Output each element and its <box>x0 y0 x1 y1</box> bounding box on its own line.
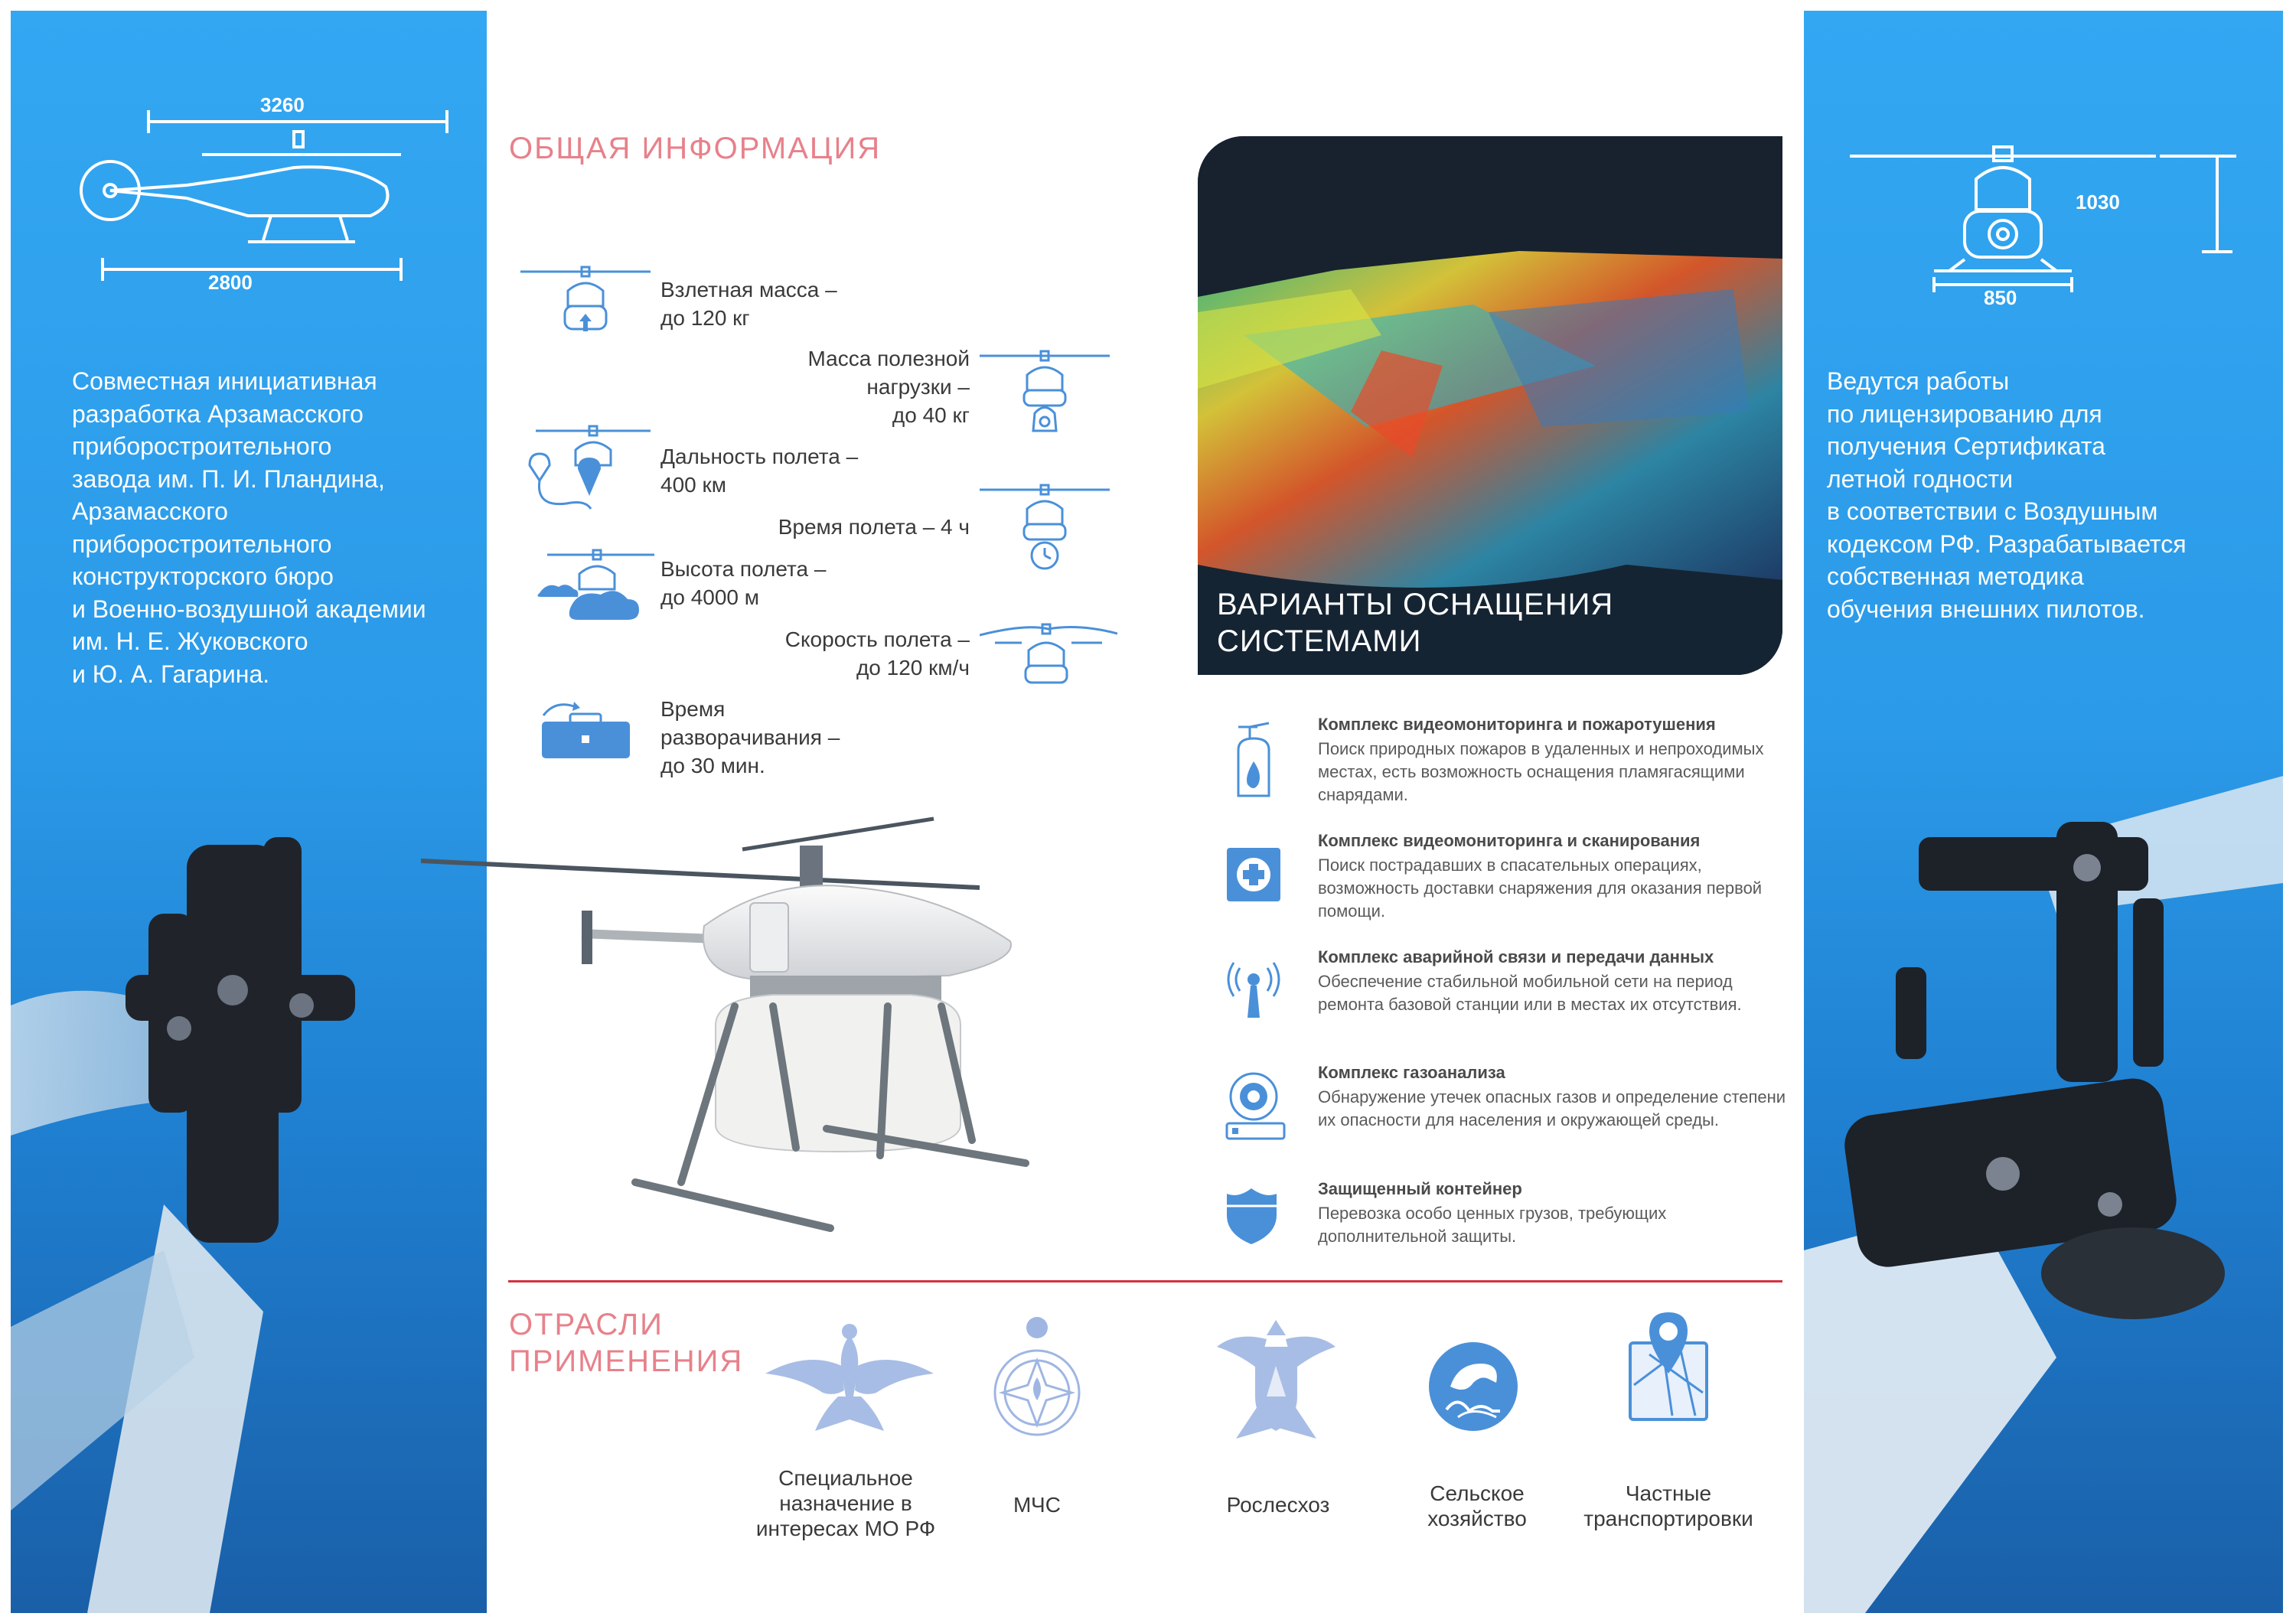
fire-extinguisher-icon <box>1223 719 1284 803</box>
spec-altitude: Высота полета – до 4000 м <box>660 557 827 609</box>
industry-rosleshoz-label: Рослесхоз <box>1226 1493 1330 1517</box>
antenna-signal-icon <box>1223 957 1284 1022</box>
system-comm-title: Комплекс аварийной связи и передачи данных <box>1318 947 1714 966</box>
dimension-width-label: 850 <box>1984 286 2017 309</box>
dimension-length-label: 3260 <box>260 93 305 116</box>
shield-icon <box>1223 1185 1280 1246</box>
spec-payload-mass: Масса полезной нагрузки – до 40 кг <box>807 347 970 427</box>
industry-agriculture-label: Сельское хозяйство <box>1427 1481 1527 1530</box>
industries-title: ОТРАСЛИ ПРИМЕНЕНИЯ <box>509 1308 744 1378</box>
general-info-title: ОБЩАЯ ИНФОРМАЦИЯ <box>509 132 882 165</box>
system-fire-title: Комплекс видеомониторинга и пожаротушения <box>1318 715 1716 734</box>
helicopter-side-schematic <box>64 95 462 294</box>
system-gas-title: Комплекс газоанализа <box>1318 1063 1505 1082</box>
system-fire-desc: Поиск природных пожаров в удаленных и непроходимых местах, есть возможность оснащения пламягасящими снарядами. <box>1318 739 1764 804</box>
spec-speed: Скорость полета – до 120 км/ч <box>784 627 970 680</box>
altitude-clouds-icon <box>532 547 662 624</box>
spec-range: Дальность полета – 400 км <box>660 445 859 497</box>
spec-deployment-time: Время разворачивания – до 30 мин. <box>660 697 840 777</box>
right-info-panel <box>1804 11 2283 1613</box>
section-divider <box>508 1280 1782 1282</box>
unmanned-helicopter-photo <box>413 803 1071 1247</box>
spec-takeoff-mass: Взлетная масса – до 120 кг <box>660 278 837 330</box>
spec-flight-time: Время полета – 4 ч <box>778 515 970 539</box>
rosleshoz-emblem-icon <box>1213 1312 1339 1442</box>
map-location-icon <box>1626 1309 1711 1423</box>
system-gas-desc: Обнаружение утечек опасных газов и определение степени их опасности для населения и окружающей среды. <box>1318 1087 1786 1129</box>
speed-icon <box>980 620 1117 696</box>
system-scan-desc: Поиск пострадавших в спасательных операциях, возможность доставки снаряжения для оказания первой помощи. <box>1318 855 1763 921</box>
takeoff-mass-icon <box>520 264 651 348</box>
left-panel-description: Совместная инициативная разработка Арзамасского приборостроительного завода им. П. И. Пландина, Арзамасского приборостроительного конструкторского бюро и Военно-воздушной академии им. Н. Е. Жуковского и Ю. А. Гагарина. <box>72 367 426 688</box>
equipment-variants-title: ВАРИАНТЫ ОСНАЩЕНИЯ СИСТЕМАМИ <box>1217 588 1614 658</box>
dimension-height-label: 1030 <box>2076 191 2120 213</box>
industry-defense-label: Специальное назначение в интересах МО РФ <box>755 1466 936 1540</box>
deployment-case-icon <box>536 700 635 761</box>
system-container-desc: Перевозка особо ценных грузов, требующих дополнительной защиты. <box>1318 1204 1667 1246</box>
gas-sensor-icon <box>1223 1070 1288 1142</box>
flight-time-stopwatch-icon <box>980 482 1110 574</box>
right-panel-description: Ведутся работы по лицензированию для получения Сертификата летной годности в соответствии с Воздушным кодексом РФ. Разрабатывается собственная методика обучения внешних пилотов. <box>1827 367 2187 623</box>
range-route-icon <box>520 423 651 515</box>
first-aid-icon <box>1223 844 1284 905</box>
emercom-emblem-icon <box>983 1309 1091 1450</box>
agriculture-emblem-icon <box>1427 1341 1519 1432</box>
system-container-title: Защищенный контейнер <box>1318 1179 1522 1198</box>
dimension-fuselage-label: 2800 <box>208 271 253 294</box>
system-scan-title: Комплекс видеомониторинга и сканирования <box>1318 831 1701 850</box>
equipment-variants-card <box>1198 136 1782 675</box>
rotor-mechanism-photo <box>1804 776 2283 1613</box>
system-comm-desc: Обеспечение стабильной мобильной сети на период ремонта базовой станции или в местах их отсутствия. <box>1318 972 1742 1014</box>
payload-weight-icon <box>980 348 1110 436</box>
defense-ministry-emblem-icon <box>762 1320 938 1435</box>
industry-private-transport-label: Частные транспортировки <box>1583 1481 1753 1530</box>
industry-emercom-label: МЧС <box>1013 1493 1061 1517</box>
helicopter-front-schematic <box>1850 125 2248 301</box>
